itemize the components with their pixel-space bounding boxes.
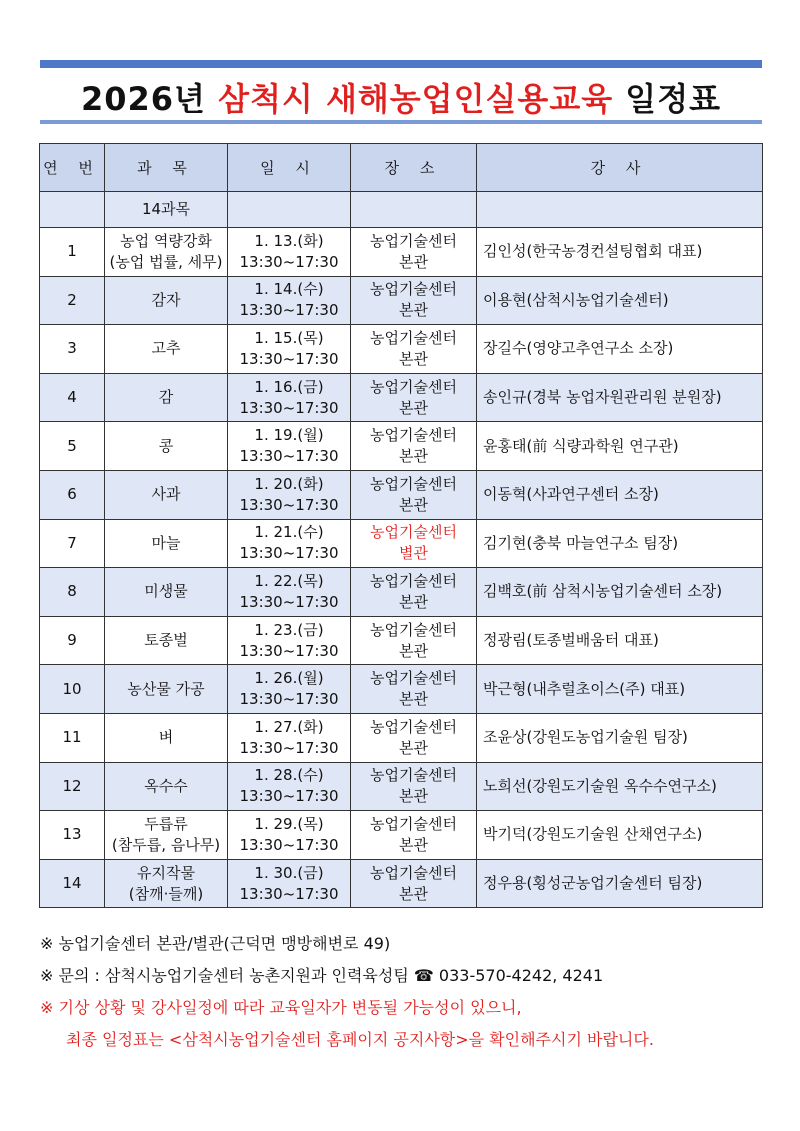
table-row — [40, 713, 763, 762]
row-no: 1 — [40, 228, 105, 277]
table-row — [40, 422, 763, 471]
subject-line: 옥수수 — [144, 776, 188, 795]
subject-line: 감자 — [151, 290, 181, 309]
row-date: 1. 21.(수) — [254, 523, 324, 542]
row-place — [351, 616, 477, 665]
row-subject — [105, 470, 228, 519]
row-datetime — [228, 665, 351, 714]
row-date: 1. 20.(화) — [254, 474, 324, 493]
table-row — [40, 859, 763, 908]
row-lecturer: 이동혁(사과연구센터 소장) — [477, 470, 763, 519]
subject-line: 감 — [158, 388, 174, 407]
row-date: 1. 29.(목) — [254, 814, 324, 833]
subject-line: 콩 — [158, 436, 174, 455]
row-subject — [105, 325, 228, 374]
row-datetime — [228, 373, 351, 422]
row-no: 13 — [40, 811, 105, 860]
row-time: 13:30~17:30 — [239, 738, 339, 757]
subject-line: 사과 — [151, 485, 181, 504]
row-no: 5 — [40, 422, 105, 471]
place-line: 본관 — [399, 884, 428, 903]
row-time: 13:30~17:30 — [239, 884, 339, 903]
place-line: 본관 — [399, 252, 428, 271]
row-time: 13:30~17:30 — [239, 787, 339, 806]
row-time: 13:30~17:30 — [239, 252, 339, 271]
row-date: 1. 19.(월) — [254, 426, 324, 445]
row-time: 13:30~17:30 — [239, 690, 339, 709]
row-datetime — [228, 616, 351, 665]
note-location: ※ 농업기술센터 본관/별관(근덕면 맹방해변로 49) — [40, 934, 391, 953]
row-date: 1. 28.(수) — [254, 766, 324, 785]
header-datetime: 일 시 — [228, 144, 351, 192]
table-row — [40, 616, 763, 665]
place-line: 농업기술센터 — [370, 814, 457, 833]
table-row — [40, 519, 763, 568]
table-row — [40, 276, 763, 325]
subject-line: 유지작물 — [137, 863, 195, 882]
row-place — [351, 373, 477, 422]
row-datetime — [228, 811, 351, 860]
subject-line: 벼 — [158, 728, 174, 747]
row-date: 1. 27.(화) — [254, 717, 324, 736]
row-date: 1. 15.(목) — [254, 328, 324, 347]
subject-line: 농업 역량강화 — [120, 231, 212, 250]
subject-line: 고추 — [151, 339, 181, 358]
subject-line: (농업 법률, 세무) — [109, 252, 223, 271]
row-datetime — [228, 762, 351, 811]
row-time: 13:30~17:30 — [239, 398, 339, 417]
table-row — [40, 762, 763, 811]
row-date: 1. 26.(월) — [254, 669, 324, 688]
row-date: 1. 23.(금) — [254, 620, 324, 639]
row-no: 11 — [40, 713, 105, 762]
row-lecturer: 이용현(삼척시농업기술센터) — [477, 276, 763, 325]
row-subject — [105, 422, 228, 471]
row-place — [351, 762, 477, 811]
row-place — [351, 859, 477, 908]
row-subject — [105, 665, 228, 714]
header-lecturer: 강 사 — [477, 144, 763, 192]
row-lecturer: 장길수(영양고추연구소 소장) — [477, 325, 763, 374]
row-place — [351, 665, 477, 714]
row-no: 6 — [40, 470, 105, 519]
title-bottom-bar — [40, 120, 762, 124]
row-subject — [105, 373, 228, 422]
row-time: 13:30~17:30 — [239, 592, 339, 611]
header-subject: 과 목 — [105, 144, 228, 192]
row-datetime — [228, 859, 351, 908]
row-subject — [105, 616, 228, 665]
row-time: 13:30~17:30 — [239, 495, 339, 514]
title-highlight: 삼척시 새해농업인실용교육 — [218, 80, 614, 118]
place-line: 본관 — [399, 835, 428, 854]
row-lecturer: 박근형(내추럴초이스(주) 대표) — [477, 665, 763, 714]
subject-line: 농산물 가공 — [127, 679, 205, 698]
row-subject — [105, 811, 228, 860]
place-line: 농업기술센터 — [370, 717, 457, 736]
row-place — [351, 568, 477, 617]
title-year: 2026년 — [80, 80, 206, 118]
row-time: 13:30~17:30 — [239, 835, 339, 854]
row-datetime — [228, 519, 351, 568]
place-line: 농업기술센터 — [370, 426, 457, 445]
place-line: 본관 — [399, 738, 428, 757]
subject-line: 마늘 — [151, 533, 181, 552]
place-line: 본관 — [399, 495, 428, 514]
row-lecturer: 윤홍태(前 식량과학원 연구관) — [477, 422, 763, 471]
row-place — [351, 228, 477, 277]
row-date: 1. 22.(목) — [254, 571, 324, 590]
subject-line: 두릅류 — [144, 814, 188, 833]
table-row — [40, 373, 763, 422]
row-subject — [105, 713, 228, 762]
place-line: 본관 — [399, 641, 428, 660]
table-row — [40, 228, 763, 277]
row-place — [351, 713, 477, 762]
row-subject — [105, 519, 228, 568]
row-subject — [105, 859, 228, 908]
row-place — [351, 519, 477, 568]
subject-line: (참두릅, 음나무) — [111, 835, 221, 854]
place-line: 본관 — [399, 447, 428, 466]
header-no: 연 번 — [40, 144, 105, 192]
place-line: 농업기술센터 — [370, 377, 457, 396]
place-line: 농업기술센터 — [370, 571, 457, 590]
place-line: 농업기술센터 — [370, 766, 457, 785]
row-time: 13:30~17:30 — [239, 349, 339, 368]
subject-count-row — [40, 192, 763, 228]
place-line: 본관 — [399, 398, 428, 417]
row-time: 13:30~17:30 — [239, 301, 339, 320]
row-no: 2 — [40, 276, 105, 325]
row-datetime — [228, 713, 351, 762]
row-no: 12 — [40, 762, 105, 811]
row-time: 13:30~17:30 — [239, 641, 339, 660]
row-lecturer: 노희선(강원도기술원 옥수수연구소) — [477, 762, 763, 811]
row-lecturer: 김백호(前 삼척시농업기술센터 소장) — [477, 568, 763, 617]
schedule-table — [39, 143, 763, 908]
row-date: 1. 13.(화) — [254, 231, 324, 250]
row-no: 4 — [40, 373, 105, 422]
note-change-warning: ※ 기상 상황 및 강사일정에 따라 교육일자가 변동될 가능성이 있으니, — [40, 998, 522, 1017]
row-subject — [105, 568, 228, 617]
table-row — [40, 568, 763, 617]
row-place — [351, 422, 477, 471]
subject-count: 14과목 — [105, 192, 228, 228]
subject-line: 미생물 — [144, 582, 188, 601]
table-header-row — [40, 144, 763, 192]
note-contact: ※ 문의 : 삼척시농업기술센터 농촌지원과 인력육성팀 ☎ 033-570-4242, 4241 — [40, 966, 604, 985]
title-top-bar — [40, 60, 762, 68]
place-line: 농업기술센터 — [370, 328, 457, 347]
row-subject — [105, 276, 228, 325]
row-datetime — [228, 422, 351, 471]
row-place — [351, 470, 477, 519]
place-line: 본관 — [399, 690, 428, 709]
row-datetime — [228, 568, 351, 617]
row-lecturer: 조윤상(강원도농업기술원 팀장) — [477, 713, 763, 762]
row-place — [351, 325, 477, 374]
row-no: 10 — [40, 665, 105, 714]
row-date: 1. 16.(금) — [254, 377, 324, 396]
place-line: 본관 — [399, 349, 428, 368]
place-line: 별관 — [399, 544, 428, 563]
place-line: 농업기술센터 — [370, 474, 457, 493]
table-row — [40, 665, 763, 714]
place-line: 농업기술센터 — [370, 863, 457, 882]
row-subject — [105, 762, 228, 811]
row-lecturer: 정우용(횡성군농업기술센터 팀장) — [477, 859, 763, 908]
place-line: 본관 — [399, 301, 428, 320]
row-lecturer: 김기현(충북 마늘연구소 팀장) — [477, 519, 763, 568]
row-time: 13:30~17:30 — [239, 544, 339, 563]
subject-line: 토종벌 — [144, 631, 188, 650]
row-lecturer: 박기덕(강원도기술원 산채연구소) — [477, 811, 763, 860]
row-datetime — [228, 325, 351, 374]
row-datetime — [228, 228, 351, 277]
place-line: 농업기술센터 — [370, 523, 457, 542]
row-date: 1. 14.(수) — [254, 280, 324, 299]
notes — [40, 928, 762, 1056]
row-no: 8 — [40, 568, 105, 617]
subject-line: (참깨·들깨) — [128, 884, 204, 903]
place-line: 농업기술센터 — [370, 620, 457, 639]
row-subject — [105, 228, 228, 277]
place-line: 본관 — [399, 592, 428, 611]
header-place: 장 소 — [351, 144, 477, 192]
row-place — [351, 276, 477, 325]
row-date: 1. 30.(금) — [254, 863, 324, 882]
table-row — [40, 811, 763, 860]
row-datetime — [228, 470, 351, 519]
place-line: 본관 — [399, 787, 428, 806]
row-no: 14 — [40, 859, 105, 908]
row-place — [351, 811, 477, 860]
note-homepage: 최종 일정표는 <삼척시농업기술센터 홈페이지 공지사항>을 확인해주시기 바랍니다. — [66, 1030, 654, 1049]
row-datetime — [228, 276, 351, 325]
table-row — [40, 470, 763, 519]
row-time: 13:30~17:30 — [239, 447, 339, 466]
row-lecturer: 송인규(경북 농업자원관리원 분원장) — [477, 373, 763, 422]
row-no: 3 — [40, 325, 105, 374]
place-line: 농업기술센터 — [370, 669, 457, 688]
place-line: 농업기술센터 — [370, 231, 457, 250]
row-lecturer: 정광림(토종벌배움터 대표) — [477, 616, 763, 665]
row-lecturer: 김인성(한국농경컨설팅협회 대표) — [477, 228, 763, 277]
title-suffix: 일정표 — [625, 80, 722, 118]
row-no: 7 — [40, 519, 105, 568]
table-row — [40, 325, 763, 374]
place-line: 농업기술센터 — [370, 280, 457, 299]
row-no: 9 — [40, 616, 105, 665]
page-title — [40, 74, 762, 120]
